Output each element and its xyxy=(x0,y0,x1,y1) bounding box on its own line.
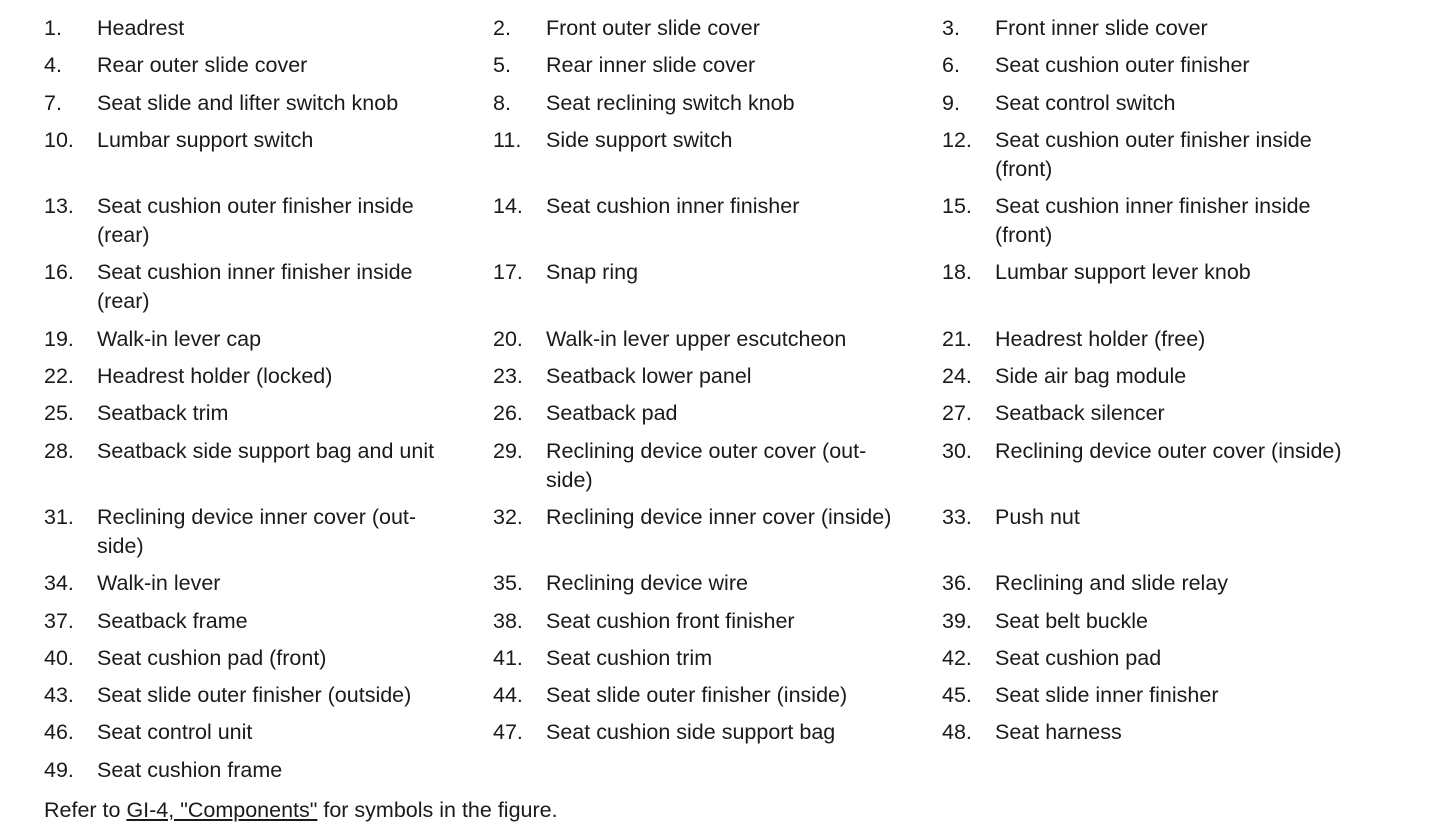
legend-item-number: 43. xyxy=(44,683,74,708)
legend-item-number: 36. xyxy=(942,571,972,596)
legend-item-label: Seat cushion inner finisher inside (front) xyxy=(995,194,1311,248)
legend-item-number: 31. xyxy=(44,504,74,529)
legend-item-label: Seat cushion inner finisher inside (rear) xyxy=(97,260,413,314)
legend-item-label: Seatback side support bag and unit xyxy=(97,438,435,463)
legend-item-label: Side support switch xyxy=(546,127,733,152)
legend-item-number: 28. xyxy=(44,438,74,463)
legend-item xyxy=(942,89,1402,118)
legend-item xyxy=(44,437,493,495)
legend-item-number: 35. xyxy=(493,571,523,596)
legend-item-number: 16. xyxy=(44,260,74,285)
legend-item xyxy=(44,51,493,80)
legend-item xyxy=(44,258,493,316)
legend-item-label: Seat reclining switch knob xyxy=(546,90,795,115)
legend-item-number: 34. xyxy=(44,571,74,596)
legend-item-label: Seat control switch xyxy=(995,90,1176,115)
legend-item-label: Seat cushion outer finisher xyxy=(995,53,1250,78)
legend-item-number: 15. xyxy=(942,194,972,219)
legend-item xyxy=(942,503,1402,561)
legend-item xyxy=(44,14,493,43)
legend-item-label: Seat slide outer finisher (inside) xyxy=(546,683,848,708)
legend-item xyxy=(942,437,1402,495)
legend-item-number: 44. xyxy=(493,683,523,708)
legend-item-number: 32. xyxy=(493,504,523,529)
legend-item-label: Reclining device outer cover (out- side) xyxy=(546,438,867,492)
legend-item xyxy=(493,362,942,391)
legend-item-number: 45. xyxy=(942,683,972,708)
legend-item-label: Headrest holder (locked) xyxy=(97,364,333,389)
legend-item xyxy=(493,51,942,80)
legend-item xyxy=(942,362,1402,391)
components-reference-link[interactable]: GI-4, "Components" xyxy=(126,798,318,822)
legend-item-number: 2. xyxy=(493,16,511,40)
legend-item xyxy=(493,644,942,673)
legend-item-number: 30. xyxy=(942,438,972,463)
legend-item-number: 38. xyxy=(493,608,523,633)
component-legend xyxy=(44,14,1444,793)
legend-item-label: Seat cushion inner finisher xyxy=(546,194,800,219)
legend-item-label: Walk-in lever upper escutcheon xyxy=(546,326,847,351)
legend-item xyxy=(942,681,1402,710)
legend-item xyxy=(493,569,942,598)
legend-item-number: 37. xyxy=(44,608,74,633)
legend-item xyxy=(493,681,942,710)
legend-item xyxy=(493,607,942,636)
legend-item-number: 25. xyxy=(44,401,74,426)
legend-item-number: 3. xyxy=(942,16,960,40)
legend-item-number: 49. xyxy=(44,757,74,782)
legend-item-label: Seat control unit xyxy=(97,720,253,745)
legend-item-label: Seat cushion front finisher xyxy=(546,608,795,633)
legend-item-number: 39. xyxy=(942,608,972,633)
legend-item xyxy=(942,325,1402,354)
legend-item-label: Seat cushion pad xyxy=(995,645,1162,670)
legend-item-label: Seat cushion side support bag xyxy=(546,720,836,745)
legend-item xyxy=(44,126,493,184)
legend-item-number: 6. xyxy=(942,53,960,78)
legend-item-number: 20. xyxy=(493,326,523,351)
legend-item-label: Reclining device outer cover (inside) xyxy=(995,438,1342,463)
legend-item-label: Side air bag module xyxy=(995,364,1187,389)
legend-item-label: Seatback silencer xyxy=(995,401,1165,426)
legend-item-label: Seat slide outer finisher (outside) xyxy=(97,683,412,708)
legend-item-label: Seat cushion trim xyxy=(546,645,713,670)
legend-item-number: 40. xyxy=(44,645,74,670)
legend-item-number: 48. xyxy=(942,720,972,745)
legend-item-label: Walk-in lever cap xyxy=(97,326,262,351)
legend-item-label: Seatback frame xyxy=(97,608,248,633)
legend-item-number: 8. xyxy=(493,90,511,115)
legend-item xyxy=(493,192,942,250)
legend-item-label: Reclining device inner cover (out- side) xyxy=(97,504,417,558)
legend-item xyxy=(44,681,493,710)
legend-item-number: 19. xyxy=(44,326,74,351)
legend-item xyxy=(493,258,942,316)
legend-item-number: 21. xyxy=(942,326,972,351)
legend-item-label: Front outer slide cover xyxy=(546,16,760,40)
legend-item-number: 42. xyxy=(942,645,972,670)
legend-item xyxy=(493,718,942,747)
legend-item-number: 27. xyxy=(942,401,972,426)
reference-note xyxy=(44,796,558,825)
legend-item-number: 14. xyxy=(493,194,523,219)
legend-item-label: Seat slide inner finisher xyxy=(995,683,1219,708)
legend-item xyxy=(44,503,493,561)
legend-item-label: Seat cushion outer finisher inside (rear) xyxy=(97,194,414,248)
legend-item-label: Seat cushion frame xyxy=(97,757,283,782)
legend-item-label: Seatback lower panel xyxy=(546,364,752,389)
legend-item xyxy=(493,126,942,184)
legend-item xyxy=(942,192,1402,250)
legend-item-number: 29. xyxy=(493,438,523,463)
legend-item-label: Lumbar support lever knob xyxy=(995,260,1251,285)
legend-item-label: Seat belt buckle xyxy=(995,608,1148,633)
legend-item-number: 10. xyxy=(44,127,74,152)
legend-item xyxy=(44,192,493,250)
legend-item-number: 5. xyxy=(493,53,511,78)
legend-item-number: 18. xyxy=(942,260,972,285)
legend-item xyxy=(493,89,942,118)
legend-item-label: Lumbar support switch xyxy=(97,127,314,152)
legend-item-label: Front inner slide cover xyxy=(995,16,1208,40)
legend-item xyxy=(44,89,493,118)
legend-item-label: Snap ring xyxy=(546,260,639,285)
legend-item-number: 41. xyxy=(493,645,523,670)
legend-item xyxy=(942,399,1402,428)
legend-item-label: Rear inner slide cover xyxy=(546,53,756,78)
legend-item-label: Seat slide and lifter switch knob xyxy=(97,90,399,115)
legend-item xyxy=(493,437,942,495)
legend-item xyxy=(44,325,493,354)
legend-item-number: 13. xyxy=(44,194,74,219)
reference-prefix: Refer to xyxy=(44,798,127,822)
legend-item xyxy=(44,756,493,785)
legend-item-label: Seatback trim xyxy=(97,401,229,426)
legend-item-number: 24. xyxy=(942,364,972,389)
legend-item-number: 12. xyxy=(942,127,972,152)
legend-item xyxy=(493,503,942,561)
legend-item-number: 9. xyxy=(942,90,960,115)
legend-item-label: Seat cushion outer finisher inside (front) xyxy=(995,127,1312,181)
legend-item-number: 11. xyxy=(493,127,522,152)
legend-item xyxy=(44,718,493,747)
legend-item-number: 7. xyxy=(44,90,62,115)
legend-item-number: 26. xyxy=(493,401,523,426)
legend-item xyxy=(942,569,1402,598)
legend-item-label: Rear outer slide cover xyxy=(97,53,308,78)
legend-item-number: 46. xyxy=(44,720,74,745)
legend-item-label: Reclining and slide relay xyxy=(995,571,1229,596)
legend-item-label: Seatback pad xyxy=(546,401,678,426)
legend-item-number: 4. xyxy=(44,53,62,78)
legend-item-label: Headrest xyxy=(97,16,185,40)
legend-item-number: 33. xyxy=(942,504,972,529)
legend-item-number: 17. xyxy=(493,260,523,285)
legend-item xyxy=(493,399,942,428)
legend-item-number: 22. xyxy=(44,364,74,389)
legend-item-number: 1. xyxy=(44,16,62,40)
legend-item xyxy=(44,644,493,673)
legend-item xyxy=(44,399,493,428)
legend-item-number: 47. xyxy=(493,720,523,745)
legend-item-number: 23. xyxy=(493,364,523,389)
reference-suffix: for symbols in the figure. xyxy=(317,798,558,822)
legend-item xyxy=(942,644,1402,673)
legend-item xyxy=(942,14,1402,43)
legend-item xyxy=(493,325,942,354)
legend-item xyxy=(44,607,493,636)
legend-item-label: Push nut xyxy=(995,504,1080,529)
legend-item-label: Seat harness xyxy=(995,720,1122,745)
legend-item xyxy=(493,14,942,43)
legend-item xyxy=(44,569,493,598)
legend-item xyxy=(44,362,493,391)
legend-item-label: Reclining device wire xyxy=(546,571,748,596)
legend-item xyxy=(942,51,1402,80)
legend-item-label: Reclining device inner cover (inside) xyxy=(546,504,892,529)
legend-item xyxy=(942,126,1402,184)
legend-item-label: Walk-in lever xyxy=(97,571,221,596)
legend-item-label: Seat cushion pad (front) xyxy=(97,645,327,670)
legend-item xyxy=(942,258,1402,316)
legend-item xyxy=(942,607,1402,636)
legend-item-label: Headrest holder (free) xyxy=(995,326,1206,351)
legend-item xyxy=(942,718,1402,747)
